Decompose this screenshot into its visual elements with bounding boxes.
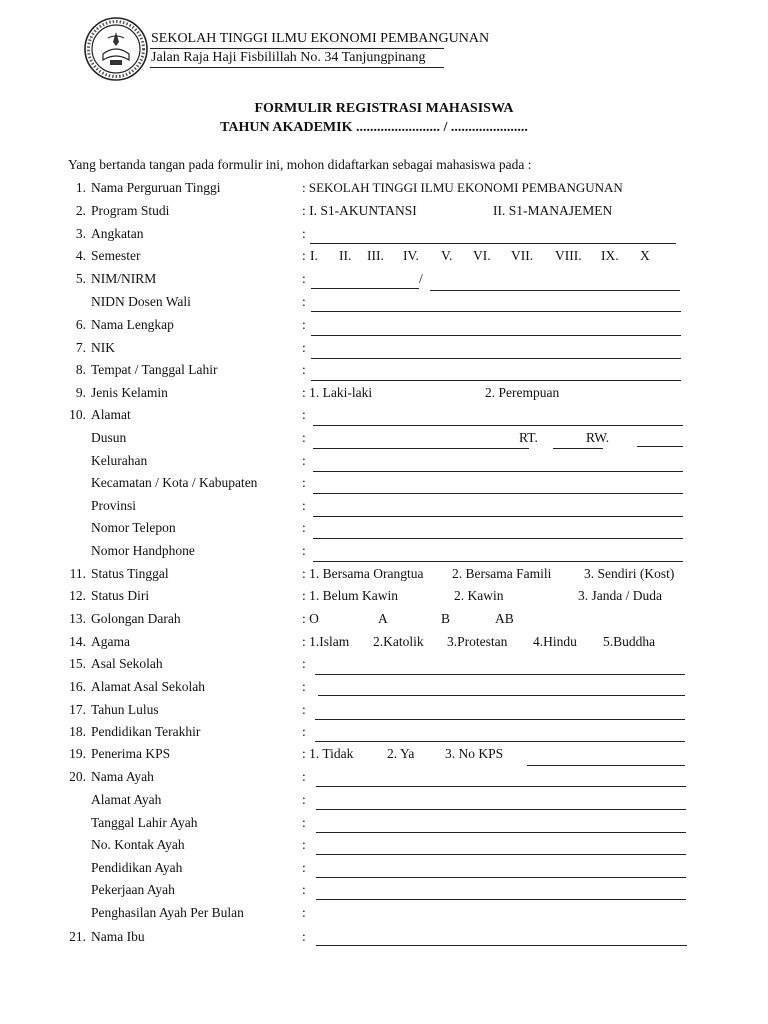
field-row-status-tinggal bbox=[0, 566, 768, 586]
field-label: Tahun Lulus bbox=[91, 702, 159, 717]
field-row-nama-lengkap bbox=[0, 317, 768, 337]
field-row-nama-ayah bbox=[0, 769, 768, 789]
semester-option[interactable]: III. bbox=[367, 248, 384, 263]
form-title: FORMULIR REGISTRASI MAHASISWA bbox=[254, 101, 514, 116]
field-label: Angkatan bbox=[91, 226, 144, 241]
colon: : bbox=[302, 317, 306, 332]
field-number: 4. bbox=[75, 248, 86, 263]
field-row-asal-sekolah bbox=[0, 656, 768, 676]
field-label: Nama Lengkap bbox=[91, 317, 174, 332]
colon: : bbox=[302, 929, 306, 944]
field-row-alamat-ayah bbox=[0, 792, 768, 812]
field-row-nidn-dosen-wali bbox=[0, 294, 768, 314]
ttl-input-line[interactable] bbox=[311, 380, 681, 381]
field-label: Dusun bbox=[91, 430, 127, 445]
dusun-input-line[interactable] bbox=[313, 448, 529, 449]
option-belum-kawin[interactable]: : 1. Belum Kawin bbox=[302, 588, 398, 603]
colon: : bbox=[302, 430, 306, 445]
colon: : bbox=[302, 702, 306, 717]
option-s1-akuntansi[interactable]: : I. S1-AKUNTANSI bbox=[302, 203, 417, 218]
colon: : bbox=[302, 498, 306, 513]
option-kps-no[interactable]: 3. No KPS bbox=[445, 746, 504, 761]
slash-separator: / bbox=[419, 271, 423, 286]
semester-option[interactable]: II. bbox=[339, 248, 352, 263]
option-bersama-famili[interactable]: 2. Bersama Famili bbox=[452, 566, 552, 581]
colon: : bbox=[302, 340, 306, 355]
asal-sekolah-input-line[interactable] bbox=[315, 674, 685, 675]
nidn-input-line[interactable] bbox=[311, 311, 681, 312]
field-label: Tanggal Lahir Ayah bbox=[91, 815, 198, 830]
field-label: Tempat / Tanggal Lahir bbox=[91, 362, 218, 377]
colon: : bbox=[302, 837, 306, 852]
field-label: Alamat bbox=[91, 407, 131, 422]
option-protestan[interactable]: 3.Protestan bbox=[447, 634, 508, 649]
field-row-status-diri bbox=[0, 588, 768, 608]
option-blood-a[interactable]: A bbox=[378, 611, 388, 626]
field-number: 10. bbox=[69, 407, 86, 422]
field-row-nama-ibu bbox=[0, 929, 768, 949]
option-kawin[interactable]: 2. Kawin bbox=[454, 588, 504, 603]
pendidikan-terakhir-input-line[interactable] bbox=[315, 741, 685, 742]
field-label: Nomor Telepon bbox=[91, 520, 176, 535]
field-row-tahun-lulus bbox=[0, 702, 768, 722]
field-number: 15. bbox=[69, 656, 86, 671]
option-kps-tidak[interactable]: : 1. Tidak bbox=[302, 746, 354, 761]
handphone-input-line[interactable] bbox=[313, 561, 683, 562]
telepon-input-line[interactable] bbox=[313, 538, 683, 539]
field-label: Nama Ibu bbox=[91, 929, 145, 944]
field-label: Kecamatan / Kota / Kabupaten bbox=[91, 475, 258, 490]
field-label: Jenis Kelamin bbox=[91, 385, 168, 400]
field-label: Pendidikan Ayah bbox=[91, 860, 183, 875]
field-row-nomor-telepon bbox=[0, 520, 768, 540]
field-row-penerima-kps bbox=[0, 746, 768, 766]
field-label: Provinsi bbox=[91, 498, 137, 513]
field-number: 7. bbox=[75, 340, 86, 355]
field-label: Nama Perguruan Tinggi bbox=[91, 180, 221, 195]
field-label: Nama Ayah bbox=[91, 769, 154, 784]
semester-option[interactable]: VI. bbox=[473, 248, 491, 263]
field-row-kontak-ayah bbox=[0, 837, 768, 857]
nama-lengkap-input-line[interactable] bbox=[311, 335, 681, 336]
option-blood-o[interactable]: : O bbox=[302, 611, 319, 626]
field-row-nim-nirm bbox=[0, 271, 768, 291]
field-row-program-studi bbox=[0, 203, 768, 223]
kecamatan-input-line[interactable] bbox=[313, 493, 683, 494]
field-value: : SEKOLAH TINGGI ILMU EKONOMI PEMBANGUNAN bbox=[302, 180, 623, 195]
option-buddha[interactable]: 5.Buddha bbox=[603, 634, 656, 649]
field-row-jenis-kelamin bbox=[0, 385, 768, 405]
colon: : bbox=[302, 407, 306, 422]
rt-label: RT. bbox=[519, 430, 538, 445]
field-label: Pekerjaan Ayah bbox=[91, 882, 175, 897]
field-number: 16. bbox=[69, 679, 86, 694]
option-islam[interactable]: : 1.Islam bbox=[302, 634, 350, 649]
field-number: 21. bbox=[69, 929, 86, 944]
field-label: Status Tinggal bbox=[91, 566, 169, 581]
option-blood-ab[interactable]: AB bbox=[495, 611, 514, 626]
field-label: NIM/NIRM bbox=[91, 271, 157, 286]
institution-seal-icon bbox=[83, 16, 149, 82]
field-label: No. Kontak Ayah bbox=[91, 837, 185, 852]
intro-text: Yang bertanda tangan pada formulir ini, mohon didaftarkan sebagai mahasiswa pada : bbox=[68, 157, 532, 172]
colon: : bbox=[302, 724, 306, 739]
field-number: 8. bbox=[75, 362, 86, 377]
kelurahan-input-line[interactable] bbox=[313, 471, 683, 472]
option-perempuan[interactable]: 2. Perempuan bbox=[485, 385, 560, 400]
option-hindu[interactable]: 4.Hindu bbox=[533, 634, 577, 649]
nik-input-line[interactable] bbox=[311, 358, 681, 359]
nama-ibu-input-line[interactable] bbox=[316, 945, 687, 946]
header-rule-bottom bbox=[150, 67, 444, 68]
rw-input-line[interactable] bbox=[637, 446, 683, 447]
field-number: 2. bbox=[75, 203, 86, 218]
colon: : bbox=[302, 679, 306, 694]
provinsi-input-line[interactable] bbox=[313, 516, 683, 517]
field-row-pendidikan-ayah bbox=[0, 860, 768, 880]
field-row-provinsi bbox=[0, 498, 768, 518]
field-number: 19. bbox=[69, 746, 86, 761]
colon: : bbox=[302, 860, 306, 875]
semester-option[interactable]: I. bbox=[310, 248, 318, 263]
field-label: Alamat Ayah bbox=[91, 792, 162, 807]
pendidikan-ayah-input-line[interactable] bbox=[316, 877, 686, 878]
field-label: Asal Sekolah bbox=[91, 656, 163, 671]
field-row-dusun bbox=[0, 430, 768, 450]
pekerjaan-ayah-input-line[interactable] bbox=[316, 899, 686, 900]
field-row-angkatan bbox=[0, 226, 768, 246]
field-number: 12. bbox=[69, 588, 86, 603]
semester-option[interactable]: VIII. bbox=[555, 248, 582, 263]
nirm-input-line[interactable] bbox=[430, 290, 680, 291]
field-label: Status Diri bbox=[91, 588, 150, 603]
field-number: 5. bbox=[75, 271, 86, 286]
option-s1-manajemen[interactable]: II. S1-MANAJEMEN bbox=[493, 203, 613, 218]
field-row-tanggal-lahir-ayah bbox=[0, 815, 768, 835]
colon: : bbox=[302, 248, 306, 263]
field-row-nik bbox=[0, 340, 768, 360]
field-row-nomor-handphone bbox=[0, 543, 768, 563]
colon: : bbox=[302, 882, 306, 897]
field-number: 3. bbox=[75, 226, 86, 241]
field-number: 20. bbox=[69, 769, 86, 784]
colon: : bbox=[302, 543, 306, 558]
field-label: Kelurahan bbox=[91, 453, 148, 468]
colon: : bbox=[302, 362, 306, 377]
tanggal-lahir-ayah-input-line[interactable] bbox=[316, 832, 686, 833]
angkatan-input-line[interactable] bbox=[310, 243, 676, 244]
field-row-kecamatan bbox=[0, 475, 768, 495]
field-label: Penerima KPS bbox=[91, 746, 171, 761]
colon: : bbox=[302, 520, 306, 535]
nim-input-line[interactable] bbox=[311, 288, 419, 289]
field-row-penghasilan-ayah bbox=[0, 905, 768, 925]
semester-option[interactable]: X bbox=[640, 248, 650, 263]
field-label: Penghasilan Ayah Per Bulan bbox=[91, 905, 244, 920]
field-label: NIK bbox=[91, 340, 115, 355]
field-row-golongan-darah bbox=[0, 611, 768, 631]
field-label: Semester bbox=[91, 248, 141, 263]
institution-address: Jalan Raja Haji Fisbilillah No. 34 Tanjungpinang bbox=[151, 50, 426, 65]
institution-name: SEKOLAH TINGGI ILMU EKONOMI PEMBANGUNAN bbox=[151, 31, 490, 46]
colon: : bbox=[302, 475, 306, 490]
field-label: Agama bbox=[91, 634, 130, 649]
rt-input-line[interactable] bbox=[553, 448, 603, 449]
alamat-ayah-input-line[interactable] bbox=[316, 809, 686, 810]
field-label: Golongan Darah bbox=[91, 611, 181, 626]
field-label: Program Studi bbox=[91, 203, 170, 218]
colon: : bbox=[302, 226, 306, 241]
field-number: 14. bbox=[69, 634, 86, 649]
kontak-ayah-input-line[interactable] bbox=[316, 854, 686, 855]
field-row-tempat-tanggal-lahir bbox=[0, 362, 768, 382]
field-number: 9. bbox=[75, 385, 86, 400]
colon: : bbox=[302, 453, 306, 468]
field-row-kelurahan bbox=[0, 453, 768, 473]
alamat-input-line[interactable] bbox=[313, 425, 683, 426]
option-sendiri-kost[interactable]: 3. Sendiri (Kost) bbox=[584, 566, 675, 581]
semester-option[interactable]: V. bbox=[441, 248, 453, 263]
field-row-alamat-asal-sekolah bbox=[0, 679, 768, 699]
kps-number-input-line[interactable] bbox=[527, 765, 685, 766]
field-number: 6. bbox=[75, 317, 86, 332]
field-number: 13. bbox=[69, 611, 86, 626]
colon: : bbox=[302, 792, 306, 807]
field-row-agama bbox=[0, 634, 768, 654]
semester-option[interactable]: IX. bbox=[601, 248, 619, 263]
field-label: Nomor Handphone bbox=[91, 543, 195, 558]
field-row-pekerjaan-ayah bbox=[0, 882, 768, 902]
option-laki-laki[interactable]: : 1. Laki-laki bbox=[302, 385, 373, 400]
colon: : bbox=[302, 294, 306, 309]
colon: : bbox=[302, 769, 306, 784]
field-number: 18. bbox=[69, 724, 86, 739]
nama-ayah-input-line[interactable] bbox=[316, 786, 686, 787]
colon: : bbox=[302, 271, 306, 286]
field-label: NIDN Dosen Wali bbox=[91, 294, 191, 309]
option-blood-b[interactable]: B bbox=[441, 611, 451, 626]
field-number: 11. bbox=[69, 566, 86, 581]
rw-label: RW. bbox=[586, 430, 610, 445]
option-janda-duda[interactable]: 3. Janda / Duda bbox=[578, 588, 662, 603]
field-row-alamat bbox=[0, 407, 768, 427]
field-row-semester bbox=[0, 248, 768, 268]
field-label: Alamat Asal Sekolah bbox=[91, 679, 205, 694]
option-bersama-orangtua[interactable]: : 1. Bersama Orangtua bbox=[302, 566, 424, 581]
header-rule-top bbox=[150, 48, 444, 49]
option-katolik[interactable]: 2.Katolik bbox=[373, 634, 424, 649]
alamat-sekolah-input-line[interactable] bbox=[318, 695, 685, 696]
field-number: 17. bbox=[69, 702, 86, 717]
colon: : bbox=[302, 815, 306, 830]
academic-year-line: TAHUN AKADEMIK ........................ / ...................... bbox=[220, 120, 528, 135]
option-kps-ya[interactable]: 2. Ya bbox=[387, 746, 415, 761]
tahun-lulus-input-line[interactable] bbox=[315, 719, 685, 720]
semester-option[interactable]: VII. bbox=[511, 248, 534, 263]
semester-option[interactable]: IV. bbox=[403, 248, 419, 263]
field-row-pendidikan-terakhir bbox=[0, 724, 768, 744]
colon: : bbox=[302, 656, 306, 671]
field-number: 1. bbox=[75, 180, 86, 195]
colon: : bbox=[302, 905, 306, 920]
field-label: Pendidikan Terakhir bbox=[91, 724, 201, 739]
field-row-nama-perguruan-tinggi bbox=[0, 180, 768, 200]
